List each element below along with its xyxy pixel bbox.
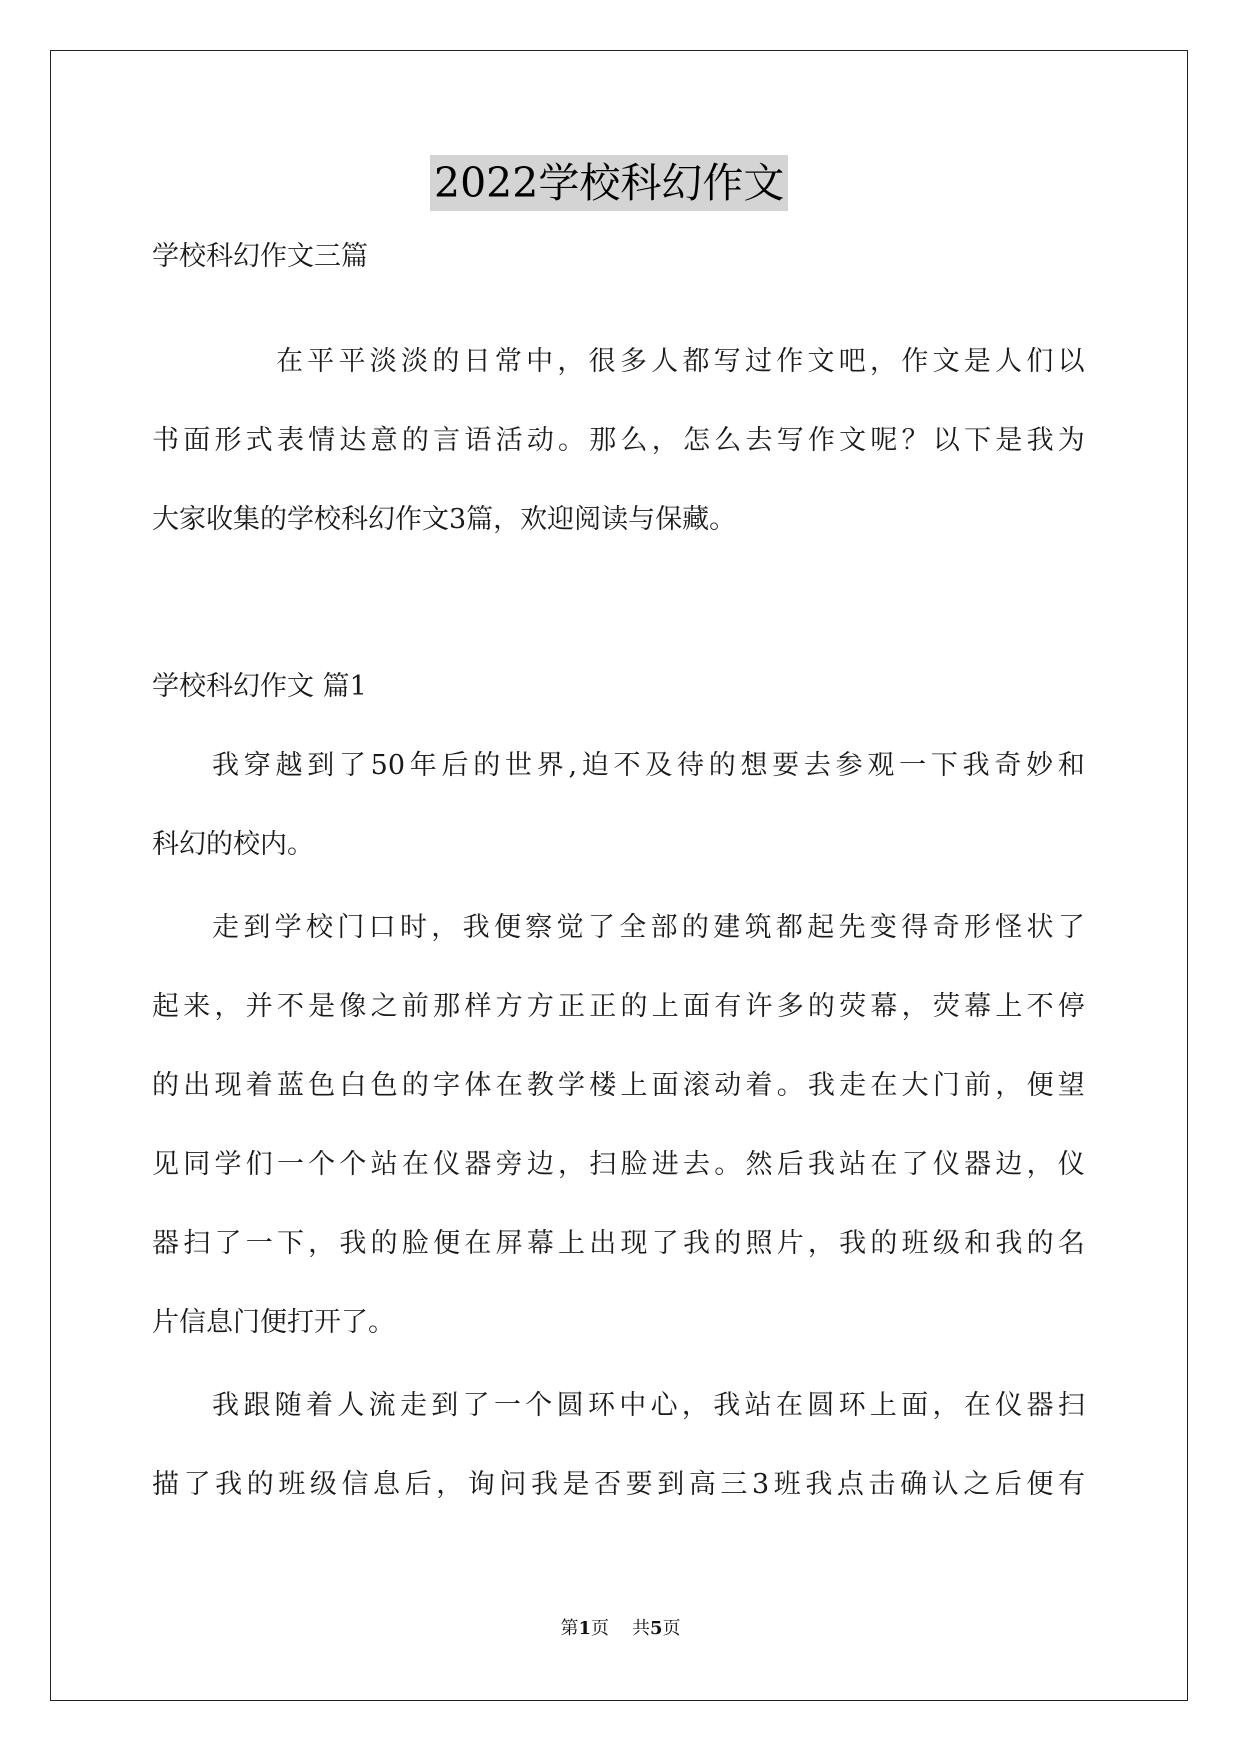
para2-line-4: 见 同 学 们 一 个 个 站 在 仪 器 旁 边 ， 扫 脸 进 去 。 然 后 我 站 在 了 仪 器 边 ， 仪: [152, 1149, 1085, 1180]
para1-line-2: 科幻的校内。: [152, 829, 314, 860]
para2-line-5: 器 扫 了 一 下 ， 我 的 脸 便 在 屏 幕 上 出 现 了 我 的 照 片 ， 我 的 班 级 和 我 的 名: [152, 1228, 1085, 1259]
page-prefix: 第: [560, 1618, 579, 1639]
document-subtitle: 学校科幻作文三篇: [152, 241, 368, 272]
page-number: 1: [578, 1618, 592, 1639]
page-border: [50, 50, 1188, 1701]
para2-line-2: 起 来 ， 并 不 是 像 之 前 那 样 方 方 正 正 的 上 面 有 许 多 的 荧 幕 ， 荧 幕 上 不 停: [152, 991, 1085, 1022]
page-suffix: 页: [591, 1618, 610, 1639]
para3-line-2: 描 了 我 的 班 级 信 息 后 ， 询 问 我 是 否 要 到 高 三 3 班 我 点 击 确 认 之 后 便 有: [152, 1469, 1085, 1500]
para3-line-1: 我 跟 随 着 人 流 走 到 了 一 个 圆 环 中 心 ， 我 站 在 圆 环 上 面 ， 在 仪 器 扫: [212, 1390, 1085, 1421]
intro-line-1: 在 平 平 淡 淡 的 日 常 中 ， 很 多 人 都 写 过 作 文 吧 ， 作 文 是 人 们 以: [276, 346, 1085, 377]
para1-line-1: 我 穿 越 到 了 50 年 后 的 世 界 , 迫 不 及 待 的 想 要 去 参 观 一 下 我 奇 妙 和: [212, 750, 1085, 781]
total-suffix: 页: [662, 1618, 681, 1639]
intro-line-3: 大家收集的学校科幻作文3篇，欢迎阅读与保藏。: [152, 504, 737, 535]
total-prefix: 共: [631, 1618, 650, 1639]
intro-line-2: 书 面 形 式 表 情 达 意 的 言 语 活 动 。 那 么 ， 怎 么 去 写 作 文 呢 ？ 以 下 是 我 为: [152, 425, 1085, 456]
page-footer: [0, 1617, 1241, 1641]
document-title: 2022学校科幻作文: [430, 155, 788, 211]
para2-line-3: 的 出 现 着 蓝 色 白 色 的 字 体 在 教 学 楼 上 面 滚 动 着 。 我 走 在 大 门 前 ， 便 望: [152, 1070, 1085, 1101]
para2-line-1: 走 到 学 校 门 口 时 ， 我 便 察 觉 了 全 部 的 建 筑 都 起 先 变 得 奇 形 怪 状 了: [212, 912, 1085, 943]
total-pages: 5: [649, 1618, 663, 1639]
para2-line-6: 片信息门便打开了。: [152, 1307, 395, 1338]
section-heading: 学校科幻作文 篇1: [152, 671, 367, 702]
